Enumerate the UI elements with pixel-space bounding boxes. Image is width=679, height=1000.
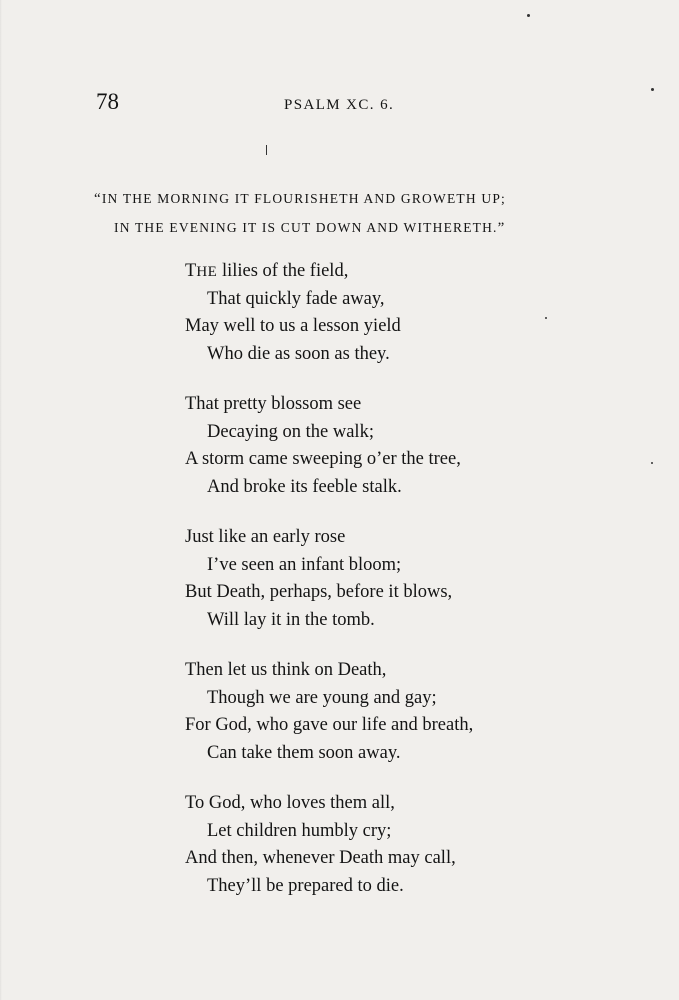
epigraph-line-2 — [114, 221, 506, 236]
running-head: PSALM XC. 6. — [284, 97, 395, 113]
print-speck — [527, 14, 530, 17]
stanza-3 — [185, 524, 473, 634]
poem-line: Let children humbly cry; — [207, 820, 392, 841]
page-edge-shadow — [0, 0, 2, 1000]
poem-line: Will lay it in the tomb. — [207, 609, 375, 630]
poem-line: That pretty blossom see — [185, 394, 362, 414]
epigraph-close-quote: ” — [497, 220, 506, 236]
poem-line: Though we are young and gay; — [207, 687, 437, 708]
poem-line: Then let us think on Death, — [185, 660, 387, 680]
poem-line: Can take them soon away. — [207, 742, 401, 763]
poem-line: They’ll be prepared to die. — [207, 875, 404, 896]
poem-line: And then, whenever Death may call, — [185, 848, 456, 868]
poem-line: For God, who gave our life and breath, — [185, 715, 474, 735]
first-word-rest: HE — [196, 264, 218, 280]
poem-line: A storm came sweeping o’er the tree, — [185, 449, 461, 469]
poem-line: That quickly fade away, — [207, 288, 385, 309]
epigraph-line-1-text: IN THE MORNING IT FLOURISHETH AND GROWETH UP; — [101, 191, 506, 206]
poem-line: I’ve seen an infant bloom; — [207, 554, 402, 575]
poem-line: Just like an early rose — [185, 527, 346, 547]
poem-line: To God, who loves them all, — [185, 793, 395, 813]
poem-line: And broke its feeble stalk. — [207, 476, 402, 497]
poem-line: Who die as soon as they. — [207, 343, 390, 364]
epigraph-open-quote: “ — [94, 191, 102, 207]
poem-line: But Death, perhaps, before it blows, — [185, 582, 453, 602]
print-speck — [545, 317, 547, 319]
page-number: 78 — [96, 89, 119, 114]
poem — [185, 258, 473, 923]
stanza-4 — [185, 657, 473, 767]
print-speck — [651, 88, 654, 91]
stanza-1 — [185, 258, 473, 368]
stanza-2 — [185, 391, 473, 501]
print-speck — [651, 462, 653, 464]
poem-line: May well to us a lesson yield — [185, 316, 401, 336]
first-word-initial: T — [185, 261, 197, 281]
stanza-5 — [185, 790, 473, 900]
epigraph-line-2-text: IN THE EVENING IT IS CUT DOWN AND WITHERETH. — [114, 220, 498, 235]
poem-line: Decaying on the walk; — [207, 421, 374, 442]
poem-line-text: lilies of the field, — [217, 261, 349, 281]
epigraph-line-1 — [94, 192, 506, 207]
print-speck — [266, 145, 267, 155]
poem-line — [185, 258, 473, 286]
